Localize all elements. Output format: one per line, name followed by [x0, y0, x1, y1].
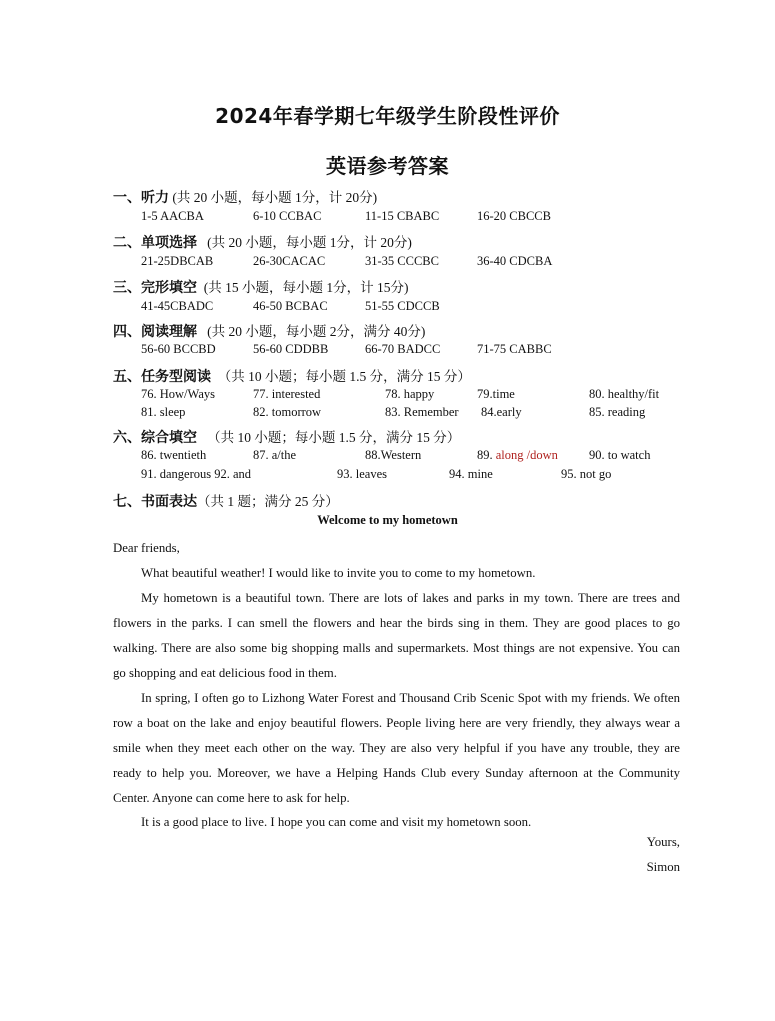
answer: 76. How/Ways [141, 387, 215, 401]
answer: 82. tomorrow [253, 405, 322, 419]
answer: 86. twentieth [141, 448, 207, 462]
answer: 83. Remember [385, 405, 459, 419]
section-title: 一、听力 [113, 190, 169, 206]
answer [477, 448, 558, 463]
answer: 26-30CACAC [253, 254, 326, 268]
essay-paragraph: What beautiful weather! I would like to invite you to come to my hometown. [141, 566, 536, 580]
section-note: (共 20 小题，每小题 2分，满分 40分) [207, 324, 426, 339]
essay-paragraph: In spring, I often go to Lizhong Water Forest and Thousand Crib Scenic Spot with my friends. We often row a boat on the lake and enjoy beautiful flowers. People living here are very friendly, they always wear a smile when they meet each other on the way. They are also very helpful if you have any trouble, they are ready to help you. Moreover, we have a Helping Hands Club every Sunday afternoon at the Community Center. Anyone can come here to ask for help. [113, 691, 680, 805]
section-heading [113, 365, 471, 386]
essay-paragraph: My hometown is a beautiful town. There are lots of lakes and parks in my town. There are trees and flowers in the parks. I can smell the flowers and hear the birds sing in them. They are good places to go walking. There are also some big shopping malls and supermarkets. Most things are not expensive. You can go shopping and eat delicious food in them. [113, 591, 680, 680]
answer: 41-45CBADC [141, 299, 214, 313]
answer: 6-10 CCBAC [253, 209, 322, 223]
section-note: （共 10 小题；每小题 1.5 分，满分 15 分） [207, 430, 461, 445]
answer: 79.time [477, 387, 515, 401]
answer-number: 89. [477, 448, 496, 462]
section-note: (共 15 小题，每小题 1分，计 15分) [203, 280, 409, 295]
section-note: (共 20 小题，每小题 1分，计 20分) [172, 190, 378, 205]
answer: 91. dangerous 92. and [141, 467, 252, 481]
answer: 46-50 BCBAC [253, 299, 328, 313]
section-note: （共 1 题；满分 25 分） [197, 494, 339, 509]
section-title: 二、单项选择 [113, 235, 197, 251]
answer: 77. interested [253, 387, 321, 401]
section-heading [113, 320, 425, 341]
answer: 93. leaves [337, 467, 387, 481]
answer: 51-55 CDCCB [365, 299, 440, 313]
answer: 88.Western [365, 448, 422, 462]
section-heading [113, 231, 412, 252]
answer-highlight: along /down [495, 448, 558, 462]
essay-greeting: Dear friends, [113, 541, 180, 555]
answer: 56-60 BCCBD [141, 342, 216, 356]
answer: 56-60 CDDBB [253, 342, 329, 356]
section-heading [113, 276, 409, 297]
section-title: 五、任务型阅读 [113, 369, 211, 385]
essay-signature: Simon [646, 860, 680, 874]
page-subtitle: 英语参考答案 [326, 154, 449, 178]
essay-title: Welcome to my hometown [317, 513, 458, 527]
answer: 90. to watch [589, 448, 651, 462]
section-title: 七、书面表达 [113, 494, 197, 510]
answer: 85. reading [589, 405, 646, 419]
essay-paragraph: It is a good place to live. I hope you can come and visit my hometown soon. [141, 815, 532, 829]
answer: 81. sleep [141, 405, 186, 419]
page-title: 2024年春学期七年级学生阶段性评价 [215, 104, 560, 128]
answer: 16-20 CBCCB [477, 209, 551, 223]
answer: 66-70 BADCC [365, 342, 441, 356]
section-title: 三、完形填空 [113, 280, 197, 296]
essay-closing: Yours, [646, 835, 680, 849]
answer: 21-25DBCAB [141, 254, 214, 268]
answer: 11-15 CBABC [365, 209, 440, 223]
section-heading [113, 186, 377, 207]
answer: 94. mine [449, 467, 493, 481]
answer: 1-5 AACBA [141, 209, 204, 223]
section-heading [113, 490, 339, 511]
answer: 95. not go [561, 467, 612, 481]
section-note: （共 10 小题；每小题 1.5 分，满分 15 分） [217, 369, 471, 384]
answer: 31-35 CCCBC [365, 254, 439, 268]
answer: 87. a/the [253, 448, 297, 462]
answer: 36-40 CDCBA [477, 254, 553, 268]
section-title: 四、阅读理解 [113, 324, 197, 340]
answer: 71-75 CABBC [477, 342, 552, 356]
section-note: (共 20 小题，每小题 1分，计 20分) [207, 235, 412, 250]
section-heading [113, 426, 460, 447]
section-title: 六、综合填空 [113, 430, 197, 446]
answer: 84.early [481, 405, 522, 419]
answer: 80. healthy/fit [589, 387, 660, 401]
answer: 78. happy [385, 387, 435, 401]
